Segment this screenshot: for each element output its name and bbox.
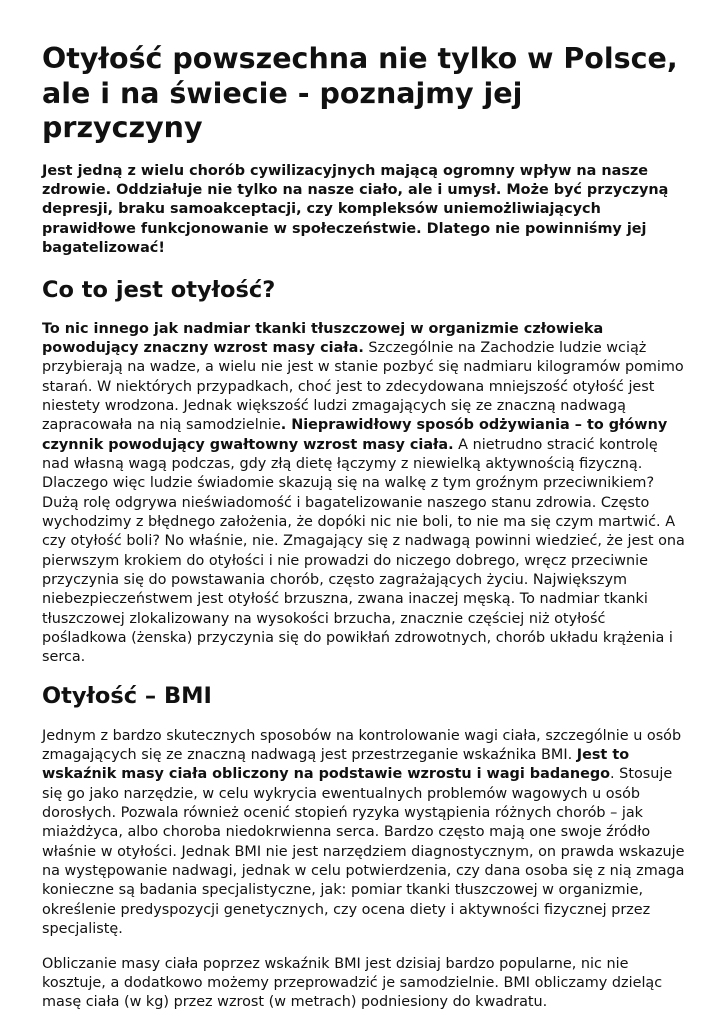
bold-definition: To nic innego jak nadmiar tkanki tłuszczowej w organizmie człowieka powodujący znaczny wzrost masy ciała. — [42, 320, 604, 356]
bold-bmi-definition: Jest to wskaźnik masy ciała obliczony na podstawie wzrostu i wagi badanego — [42, 747, 630, 783]
obesity-paragraph — [42, 320, 687, 668]
paragraph-text: . Stosuje się go jako narzędzie, w celu wykrycia ewentualnych problemów wagowych u osób dorosłych. Pozwala również ocenić stopień ryzyka wystąpienia różnych chorób – jak miażdżyca, albo choroba niedokrwienna serca. Bardzo często mają one swoje źródło właśnie w otyłości. Jednak BMI nie jest narzędziem diagnostycznym, on prawda wskazuje na występowanie nadwagi, jednak w celu potwierdzenia, czy dana osoba się z nią zmaga konieczne są badania specjalistyczne, jak: pomiar tkanki tłuszczowej w organizmie, określenie predyspozycji genetycznych, czy ocena diety i aktywności fizycznej przez specjalistę. — [42, 766, 685, 938]
section-heading-bmi: Otyłość – BMI — [42, 682, 212, 709]
lead-paragraph: Jest jedną z wielu chorób cywilizacyjnych mającą ogromny wpływ na nasze zdrowie. Oddziałuje nie tylko na nasze ciało, ale i umysł. Może być przyczyną depresji, braku samoakceptacji, czy kompleksów uniemożliwiających prawidłowe funkcjonowanie w społeczeństwie. Dlatego nie powinniśmy jej bagatelizować! — [42, 162, 669, 257]
document-page — [42, 42, 687, 1013]
bmi-paragraph-2: Obliczanie masy ciała poprzez wskaźnik BMI jest dzisiaj bardzo popularne, nic nie kosztuje, a dodatkowo możemy przeprowadzić je samodzielnie. BMI obliczamy dzieląc masę ciała (w kg) przez wzrost (w metrach) podniesiony do kwadratu. — [42, 955, 663, 1011]
paragraph-text: A nietrudno stracić kontrolę nad własną wagą podczas, gdy złą dietę łączymy z niewielką aktywnością fizyczną. Dlaczego więc ludzie świadomie skazują się na walkę z tym groźnym przeciwnikiem? Dużą rolę odgrywa nieświadomość i bagatelizowanie naszego stanu zdrowia. Często wychodzimy z błędnego założenia, że dopóki nic nie boli, to nie ma się czym martwić. A czy otyłość boli? No właśnie, nie. Zmagający się z nadwagą powinni wiedzieć, że jest ona pierwszym krokiem do otyłości i nie prowadzi do niczego dobrego, wręcz przeciwnie przyczynia się do powstawania chorób, często zagrażających życiu. Największym niebezpieczeństwem jest otyłość brzuszna, zwana inaczej męską. To nadmiar tkanki tłuszczowej zlokalizowany na wysokości brzucha, znacznie częściej niż otyłość pośladkowa (żenska) przyczynia się do powikłań zdrowotnych, chorób układu krążenia i serca. — [42, 436, 685, 666]
bold-main-cause: . Nieprawidłowy sposób odżywiania – to główny czynnik powodujący gwałtowny wzrost masy ciała. — [42, 417, 668, 453]
paragraph-text: Szczególnie na Zachodzie ludzie wciąż przybierają na wadze, a wielu nie jest w stanie pozbyć się nadmiaru kilogramów pomimo starań. W niektórych przypadkach, choć jest to zdecydowana mniejszość otyłość jest niestety wrodzona. Jednak większość ludzi zmagających się ze znaczną nadwagą zapracowała na nią samodzielnie — [42, 339, 684, 434]
paragraph-text: Jednym z bardzo skutecznych sposobów na kontrolowanie wagi ciała, szczególnie u osób zmagających się ze znaczną nadwagą jest przestrzeganie wskaźnika BMI. — [42, 727, 682, 764]
bmi-paragraph-1 — [42, 727, 687, 940]
page-title: Otyłość powszechna nie tylko w Polsce, ale i na świecie - poznajmy jej przyczyny — [42, 42, 678, 144]
section-heading-what-is-obesity: Co to jest otyłość? — [42, 276, 276, 303]
